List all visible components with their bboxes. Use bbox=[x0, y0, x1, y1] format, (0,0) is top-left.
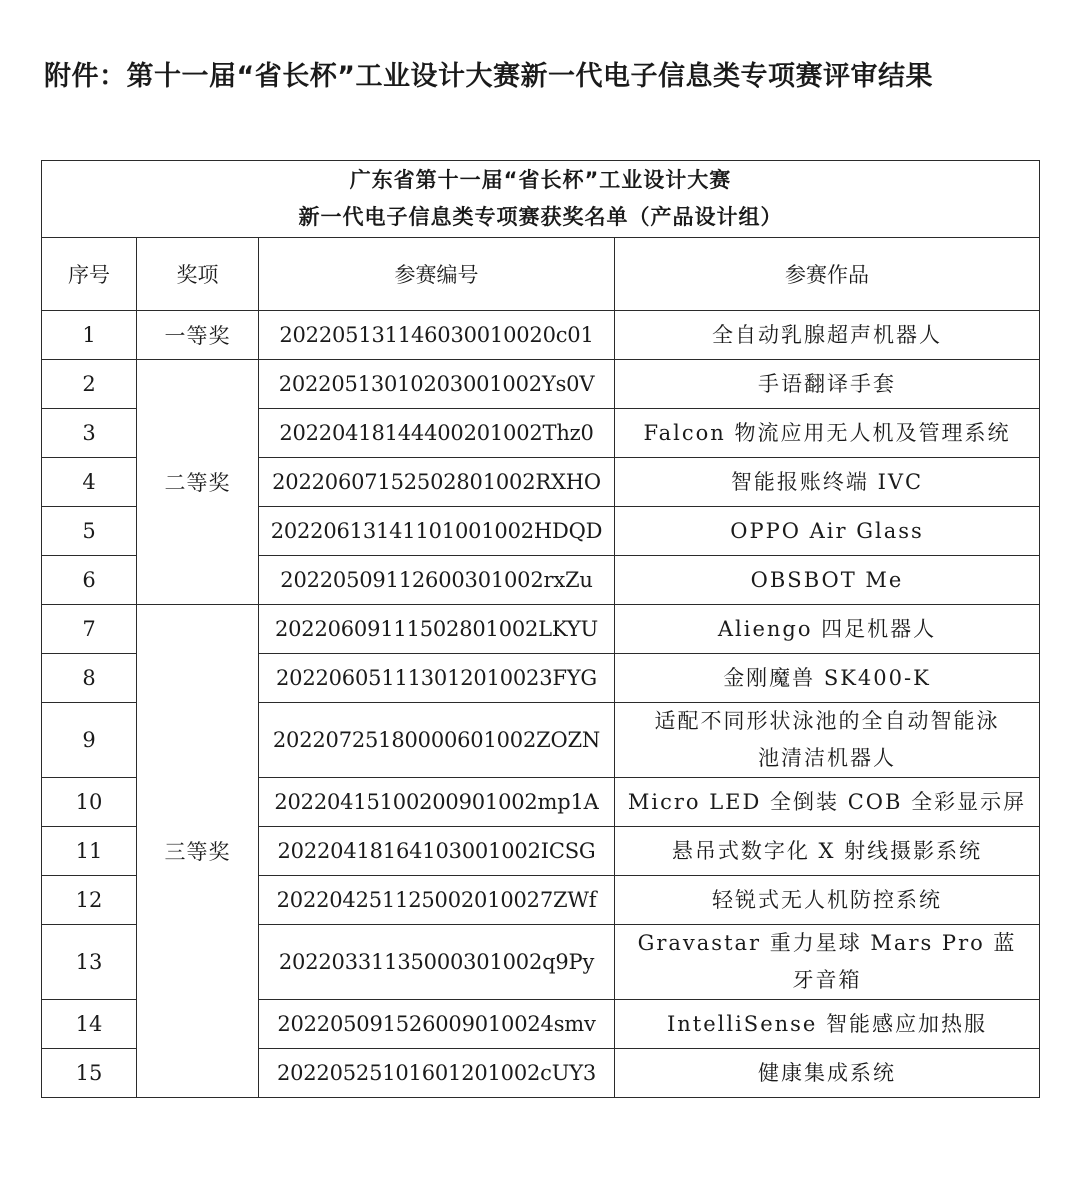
award-second: 二等奖 bbox=[137, 360, 259, 605]
row-work: 全自动乳腺超声机器人 bbox=[615, 311, 1040, 360]
row-seq: 2 bbox=[42, 360, 137, 409]
row-work: OPPO Air Glass bbox=[615, 507, 1040, 556]
row-seq: 10 bbox=[42, 778, 137, 827]
header-award: 奖项 bbox=[137, 238, 259, 311]
row-work bbox=[615, 703, 1040, 778]
row-code: 20220609111502801002LKYU bbox=[259, 605, 615, 654]
row-code: 20220525101601201002cUY3 bbox=[259, 1049, 615, 1098]
results-table bbox=[41, 160, 1040, 1098]
row-seq: 13 bbox=[42, 925, 137, 1000]
header-work: 参赛作品 bbox=[615, 238, 1040, 311]
row-code: 2022051311460300100​20c01 bbox=[259, 311, 615, 360]
row-seq: 1 bbox=[42, 311, 137, 360]
table-header-row bbox=[42, 238, 1040, 311]
table-row bbox=[42, 311, 1040, 360]
row-seq: 5 bbox=[42, 507, 137, 556]
row-seq: 3 bbox=[42, 409, 137, 458]
row-work-line-1: 适配不同形状泳池的全自动智能泳 bbox=[654, 709, 1000, 733]
row-work: IntelliSense 智能感应加热服 bbox=[615, 1000, 1040, 1049]
row-code: 20220425112500201002​7ZWf bbox=[259, 876, 615, 925]
row-seq: 7 bbox=[42, 605, 137, 654]
caption-line-1: 广东省第十一届“省长杯”工业设计大赛 bbox=[349, 168, 732, 192]
row-code: 20220509112600301002rxZu bbox=[259, 556, 615, 605]
row-work-line-2: 牙音箱 bbox=[792, 968, 862, 992]
header-code: 参赛编号 bbox=[259, 238, 615, 311]
row-work: 健康集成系统 bbox=[615, 1049, 1040, 1098]
table-row bbox=[42, 605, 1040, 654]
award-third: 三等奖 bbox=[137, 605, 259, 1098]
row-seq: 4 bbox=[42, 458, 137, 507]
row-work: 手语翻译手套 bbox=[615, 360, 1040, 409]
page-title: 附件：第十一届“省长杯”工业设计大赛新一代电子信息类专项赛评审结果 bbox=[44, 61, 933, 92]
row-work: Falcon 物流应用无人机及管理系统 bbox=[615, 409, 1040, 458]
row-work bbox=[615, 925, 1040, 1000]
table-caption bbox=[42, 161, 1040, 238]
caption-line-2: 新一代电子信息类专项赛获奖名单（产品设计组） bbox=[298, 205, 783, 229]
award-first: 一等奖 bbox=[137, 311, 259, 360]
row-code: 20220605111301201002​3FYG bbox=[259, 654, 615, 703]
row-code: 20220331135000301002q9Py bbox=[259, 925, 615, 1000]
row-work: OBSBOT Me bbox=[615, 556, 1040, 605]
row-code: 20220418144400201002Thz0 bbox=[259, 409, 615, 458]
row-seq: 11 bbox=[42, 827, 137, 876]
row-work: 轻锐式无人机防控系统 bbox=[615, 876, 1040, 925]
row-work-line-2: 池清洁机器人 bbox=[758, 746, 896, 770]
row-seq: 8 bbox=[42, 654, 137, 703]
row-code: 20220725180000601002ZOZN bbox=[259, 703, 615, 778]
row-seq: 15 bbox=[42, 1049, 137, 1098]
row-work: Micro LED 全倒装 COB 全彩显示屏 bbox=[615, 778, 1040, 827]
row-work-line-1: Gravastar 重力星球 Mars Pro 蓝 bbox=[637, 931, 1017, 955]
table-caption-row bbox=[42, 161, 1040, 238]
row-code: 2022051301020300​1002Ys0V bbox=[259, 360, 615, 409]
row-work: 悬吊式数字化 X 射线摄影系统 bbox=[615, 827, 1040, 876]
row-code: 20220613141101001002HDQD bbox=[259, 507, 615, 556]
header-seq: 序号 bbox=[42, 238, 137, 311]
row-code: 20220607152502801002RXHO bbox=[259, 458, 615, 507]
row-seq: 12 bbox=[42, 876, 137, 925]
table-row bbox=[42, 360, 1040, 409]
row-work: Aliengo 四足机器人 bbox=[615, 605, 1040, 654]
row-seq: 14 bbox=[42, 1000, 137, 1049]
row-seq: 9 bbox=[42, 703, 137, 778]
row-code: 2022050915260090100​24smv bbox=[259, 1000, 615, 1049]
row-work: 金刚魔兽 SK400-K bbox=[615, 654, 1040, 703]
row-code: 20220418164103001002ICSG bbox=[259, 827, 615, 876]
row-seq: 6 bbox=[42, 556, 137, 605]
row-work: 智能报账终端 IVC bbox=[615, 458, 1040, 507]
row-code: 20220415100200901002mp1A bbox=[259, 778, 615, 827]
